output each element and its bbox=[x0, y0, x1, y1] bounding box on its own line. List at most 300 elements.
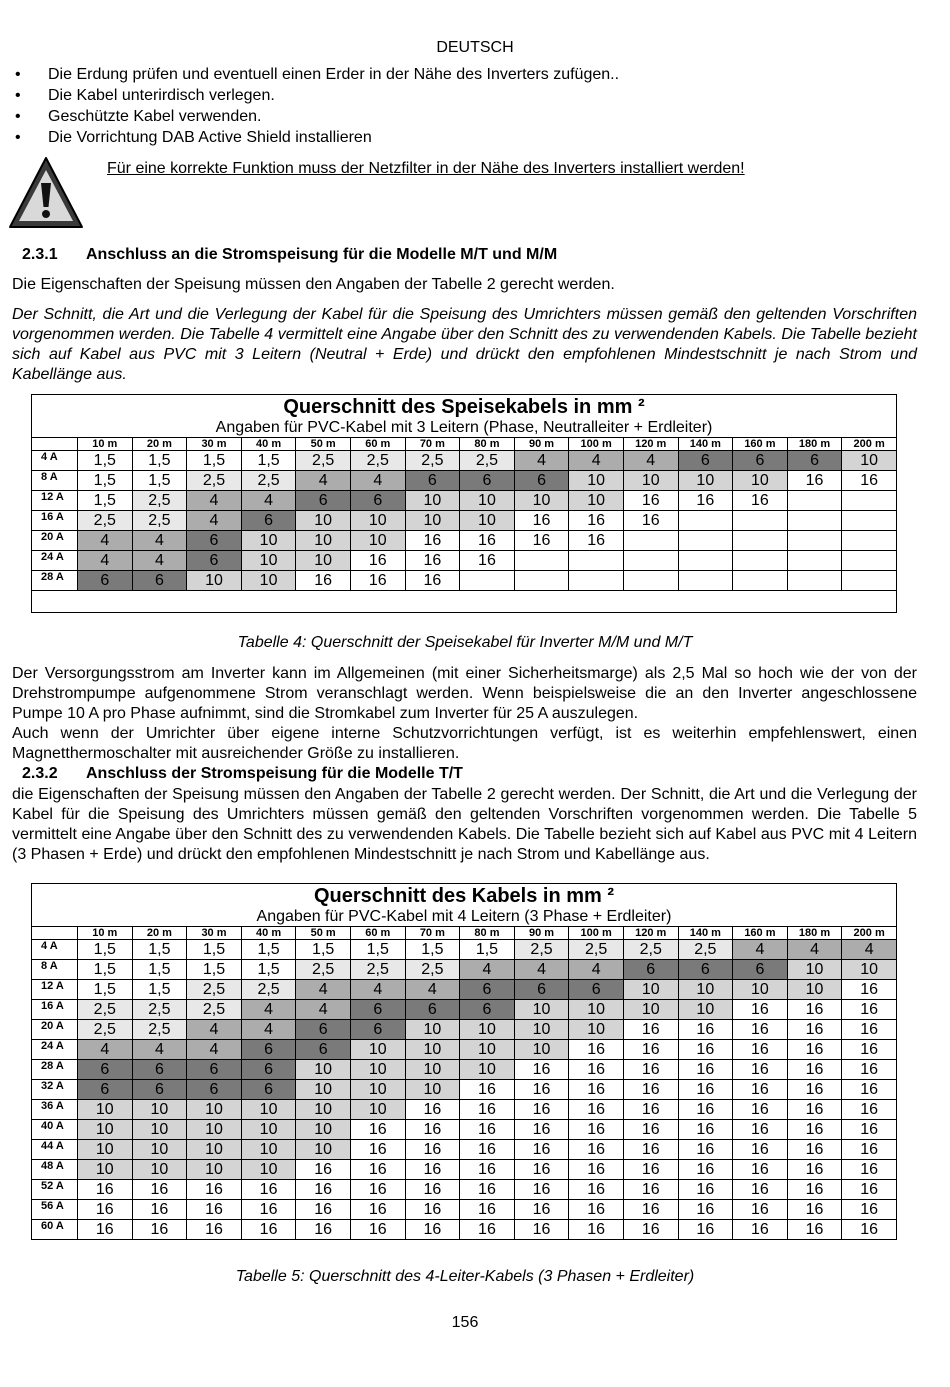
column-header: 10 m bbox=[78, 927, 133, 940]
table-cell: 4 bbox=[514, 451, 569, 471]
table-cell: 16 bbox=[733, 1060, 788, 1080]
table-cell: 6 bbox=[296, 491, 351, 511]
row-label: 8 A bbox=[32, 960, 78, 980]
table-cell: 4 bbox=[78, 531, 133, 551]
table-cell: 6 bbox=[241, 1060, 296, 1080]
table-cell: 16 bbox=[623, 1100, 678, 1120]
table-cell: 16 bbox=[569, 1160, 624, 1180]
table-cell: 2,5 bbox=[514, 940, 569, 960]
table-cell: 16 bbox=[787, 1080, 842, 1100]
table-cell: 10 bbox=[78, 1160, 133, 1180]
table-cell: 10 bbox=[78, 1120, 133, 1140]
table-cell: 6 bbox=[678, 451, 733, 471]
table-cell: 16 bbox=[733, 1100, 788, 1120]
table-row bbox=[32, 980, 897, 1000]
table-cell: 2,5 bbox=[241, 980, 296, 1000]
table-cell: 16 bbox=[514, 1080, 569, 1100]
table-cell: 4 bbox=[296, 980, 351, 1000]
table-cell: 16 bbox=[350, 1140, 405, 1160]
column-header: 100 m bbox=[569, 438, 624, 451]
table-row bbox=[32, 1020, 897, 1040]
table-cell: 10 bbox=[569, 1020, 624, 1040]
table-cell: 10 bbox=[460, 511, 515, 531]
column-header: 40 m bbox=[241, 927, 296, 940]
table-cell: 2,5 bbox=[460, 451, 515, 471]
table-cell: 16 bbox=[733, 1200, 788, 1220]
table-cell: 16 bbox=[569, 1040, 624, 1060]
row-label: 28 A bbox=[32, 1060, 78, 1080]
table-empty-row bbox=[32, 591, 897, 613]
column-header: 60 m bbox=[350, 438, 405, 451]
table-row bbox=[32, 571, 897, 591]
table-cell: 1,5 bbox=[187, 451, 242, 471]
table-cell: 16 bbox=[733, 1140, 788, 1160]
row-label: 48 A bbox=[32, 1160, 78, 1180]
table-cell: 1,5 bbox=[78, 451, 133, 471]
row-label: 52 A bbox=[32, 1180, 78, 1200]
table-cell: 16 bbox=[514, 1140, 569, 1160]
section-heading-2-3-1 bbox=[22, 246, 557, 264]
table-cell: 16 bbox=[733, 1000, 788, 1020]
table-cell bbox=[842, 571, 897, 591]
column-header: 120 m bbox=[623, 438, 678, 451]
row-label: 16 A bbox=[32, 1000, 78, 1020]
section-heading-2-3-2 bbox=[22, 765, 463, 783]
table-cell: 4 bbox=[78, 551, 133, 571]
table-cell bbox=[623, 571, 678, 591]
table-cell: 6 bbox=[296, 1040, 351, 1060]
column-header: 60 m bbox=[350, 927, 405, 940]
table-subtitle: Angaben für PVC-Kabel mit 3 Leitern (Phase, Neutralleiter + Erdleiter) bbox=[32, 419, 897, 438]
table-cell: 16 bbox=[842, 1080, 897, 1100]
table-cell: 16 bbox=[350, 551, 405, 571]
table-cell: 16 bbox=[842, 1040, 897, 1060]
table-cell: 10 bbox=[241, 1100, 296, 1120]
table-cell: 2,5 bbox=[350, 451, 405, 471]
table-cell bbox=[460, 571, 515, 591]
table-cell: 10 bbox=[350, 1060, 405, 1080]
warning-triangle-icon bbox=[8, 155, 84, 231]
table-cell: 16 bbox=[623, 491, 678, 511]
table-cell: 16 bbox=[569, 1180, 624, 1200]
table-cell: 6 bbox=[350, 1000, 405, 1020]
table-cell: 2,5 bbox=[132, 491, 187, 511]
table-cell: 16 bbox=[678, 1140, 733, 1160]
table-cell: 16 bbox=[460, 1140, 515, 1160]
table-cell: 16 bbox=[623, 1020, 678, 1040]
table-title: Querschnitt des Speisekabels in mm ² bbox=[32, 395, 897, 420]
table-cell bbox=[514, 571, 569, 591]
column-header: 100 m bbox=[569, 927, 624, 940]
table-cell: 4 bbox=[241, 491, 296, 511]
table-cell: 10 bbox=[678, 1000, 733, 1020]
column-header: 140 m bbox=[678, 438, 733, 451]
cable-table-4 bbox=[31, 394, 897, 613]
column-header: 30 m bbox=[187, 927, 242, 940]
table-row bbox=[32, 1200, 897, 1220]
table-cell: 16 bbox=[460, 1220, 515, 1240]
table-cell: 10 bbox=[405, 491, 460, 511]
table-cell: 4 bbox=[78, 1040, 133, 1060]
page-header: DEUTSCH bbox=[436, 39, 514, 56]
table-cell: 10 bbox=[132, 1140, 187, 1160]
table-cell: 16 bbox=[132, 1180, 187, 1200]
table-cell: 2,5 bbox=[569, 940, 624, 960]
table-cell: 10 bbox=[187, 571, 242, 591]
table-cell: 10 bbox=[296, 511, 351, 531]
table-cell: 1,5 bbox=[132, 960, 187, 980]
table-cell bbox=[733, 511, 788, 531]
table-cell: 16 bbox=[514, 1100, 569, 1120]
table-header-row bbox=[32, 438, 897, 451]
table-cell: 16 bbox=[569, 1060, 624, 1080]
table-cell: 10 bbox=[514, 1000, 569, 1020]
table-cell: 2,5 bbox=[296, 960, 351, 980]
table-cell: 10 bbox=[350, 1100, 405, 1120]
table-cell: 10 bbox=[241, 1160, 296, 1180]
table-cell: 4 bbox=[296, 1000, 351, 1020]
table-cell: 1,5 bbox=[241, 940, 296, 960]
table-cell: 6 bbox=[569, 980, 624, 1000]
table-cell bbox=[514, 551, 569, 571]
list-item: • Geschützte Kabel verwenden. bbox=[12, 106, 619, 127]
table-row bbox=[32, 451, 897, 471]
table-cell: 10 bbox=[623, 1000, 678, 1020]
table-row bbox=[32, 940, 897, 960]
table-cell: 16 bbox=[350, 571, 405, 591]
table-cell: 4 bbox=[842, 940, 897, 960]
table-cell: 16 bbox=[733, 1160, 788, 1180]
column-header: 140 m bbox=[678, 927, 733, 940]
table-cell: 16 bbox=[733, 491, 788, 511]
table-cell: 6 bbox=[460, 1000, 515, 1020]
table-cell: 2,5 bbox=[623, 940, 678, 960]
table-cell: 16 bbox=[569, 1120, 624, 1140]
table-cell: 16 bbox=[678, 1080, 733, 1100]
table-cell: 4 bbox=[569, 451, 624, 471]
table-cell: 6 bbox=[132, 1080, 187, 1100]
table-cell: 16 bbox=[405, 1120, 460, 1140]
table-cell bbox=[678, 511, 733, 531]
table-cell: 16 bbox=[78, 1200, 133, 1220]
table-row bbox=[32, 551, 897, 571]
table-cell: 10 bbox=[787, 980, 842, 1000]
row-label: 44 A bbox=[32, 1140, 78, 1160]
table-row bbox=[32, 1180, 897, 1200]
table-cell: 16 bbox=[787, 1180, 842, 1200]
table-cell bbox=[842, 551, 897, 571]
table-cell: 10 bbox=[296, 1080, 351, 1100]
table-cell: 1,5 bbox=[187, 940, 242, 960]
table-cell: 2,5 bbox=[132, 511, 187, 531]
table-cell: 4 bbox=[296, 471, 351, 491]
column-header: 120 m bbox=[623, 927, 678, 940]
table-cell: 6 bbox=[460, 980, 515, 1000]
column-header: 90 m bbox=[514, 927, 569, 940]
list-item: • Die Erdung prüfen und eventuell einen Erder in der Nähe des Inverters zufügen.. bbox=[12, 64, 619, 85]
table-cell: 10 bbox=[733, 980, 788, 1000]
table-cell bbox=[733, 571, 788, 591]
table-cell: 6 bbox=[514, 980, 569, 1000]
table-cell: 16 bbox=[405, 1100, 460, 1120]
header-corner bbox=[32, 927, 78, 940]
table-cell: 16 bbox=[623, 1140, 678, 1160]
row-label: 36 A bbox=[32, 1100, 78, 1120]
table-cell bbox=[787, 531, 842, 551]
table-cell bbox=[733, 531, 788, 551]
table-cell: 16 bbox=[569, 511, 624, 531]
table-cell: 6 bbox=[460, 471, 515, 491]
column-header: 180 m bbox=[787, 927, 842, 940]
table-cell: 1,5 bbox=[132, 451, 187, 471]
row-label: 8 A bbox=[32, 471, 78, 491]
table-row bbox=[32, 960, 897, 980]
row-label: 12 A bbox=[32, 980, 78, 1000]
table-cell: 16 bbox=[787, 471, 842, 491]
warning-text: Für eine korrekte Funktion muss der Netzfilter in der Nähe des Inverters installiert werden! bbox=[107, 160, 745, 177]
table-cell: 16 bbox=[460, 1080, 515, 1100]
column-header: 50 m bbox=[296, 927, 351, 940]
table-cell: 16 bbox=[842, 1000, 897, 1020]
table-cell: 1,5 bbox=[241, 451, 296, 471]
table-cell bbox=[569, 571, 624, 591]
column-header: 80 m bbox=[460, 438, 515, 451]
table-cell: 2,5 bbox=[187, 471, 242, 491]
table-cell: 16 bbox=[678, 1060, 733, 1080]
table-cell: 6 bbox=[132, 571, 187, 591]
table-cell: 16 bbox=[678, 1200, 733, 1220]
table-cell: 6 bbox=[350, 1020, 405, 1040]
table-cell: 10 bbox=[296, 1060, 351, 1080]
column-header: 20 m bbox=[132, 438, 187, 451]
table-cell: 10 bbox=[460, 491, 515, 511]
table-cell: 1,5 bbox=[132, 980, 187, 1000]
table-cell: 10 bbox=[241, 551, 296, 571]
table-cell: 6 bbox=[623, 960, 678, 980]
table-cell bbox=[678, 571, 733, 591]
table-cell: 16 bbox=[623, 1200, 678, 1220]
table-row bbox=[32, 471, 897, 491]
table-cell: 10 bbox=[350, 1040, 405, 1060]
table-cell: 16 bbox=[514, 1120, 569, 1140]
list-item: • Die Vorrichtung DAB Active Shield installieren bbox=[12, 127, 619, 148]
table-cell: 1,5 bbox=[350, 940, 405, 960]
table-cell: 2,5 bbox=[350, 960, 405, 980]
table-row bbox=[32, 1220, 897, 1240]
paragraph: Der Versorgungsstrom am Inverter kann im Allgemeinen (mit einer Sicherheitsmarge) als 2,5 Mal so hoch wie der von der Drehstrompumpe aufgenommene Strom veranschlagt werden. Wenn beispielsweise die an den Inverter angeschlossene Pumpe 10 A pro Phase aufnimmt, sind die Stromkabel zum Inverter für 25 A auszulegen. bbox=[12, 665, 917, 722]
table-cell: 16 bbox=[241, 1180, 296, 1200]
table-cell: 1,5 bbox=[78, 980, 133, 1000]
table-header-row bbox=[32, 927, 897, 940]
table-cell: 16 bbox=[569, 1100, 624, 1120]
table-cell: 16 bbox=[733, 1180, 788, 1200]
table-cell: 16 bbox=[460, 1100, 515, 1120]
table-cell: 16 bbox=[514, 1200, 569, 1220]
table-cell: 4 bbox=[514, 960, 569, 980]
table-cell: 16 bbox=[405, 1180, 460, 1200]
table-cell: 16 bbox=[405, 1140, 460, 1160]
table-cell: 10 bbox=[187, 1100, 242, 1120]
table-cell: 16 bbox=[514, 1060, 569, 1080]
column-header: 90 m bbox=[514, 438, 569, 451]
table-cell: 16 bbox=[460, 531, 515, 551]
table-cell: 10 bbox=[296, 1100, 351, 1120]
table-cell: 1,5 bbox=[78, 960, 133, 980]
table-cell: 16 bbox=[296, 571, 351, 591]
table-cell: 16 bbox=[350, 1200, 405, 1220]
table-cell: 16 bbox=[787, 1000, 842, 1020]
row-label: 28 A bbox=[32, 571, 78, 591]
table-cell: 16 bbox=[460, 551, 515, 571]
table-cell: 16 bbox=[569, 1080, 624, 1100]
table-cell: 16 bbox=[350, 1180, 405, 1200]
table-row bbox=[32, 1000, 897, 1020]
table-cell: 4 bbox=[350, 980, 405, 1000]
row-label: 56 A bbox=[32, 1200, 78, 1220]
table-cell: 4 bbox=[241, 1020, 296, 1040]
table-cell: 16 bbox=[569, 1200, 624, 1220]
table-cell: 16 bbox=[787, 1040, 842, 1060]
table-cell bbox=[842, 531, 897, 551]
table-cell: 16 bbox=[350, 1160, 405, 1180]
table-cell: 10 bbox=[405, 1080, 460, 1100]
table-cell: 10 bbox=[842, 960, 897, 980]
row-label: 20 A bbox=[32, 531, 78, 551]
table-cell: 10 bbox=[296, 1120, 351, 1140]
table-cell: 6 bbox=[187, 531, 242, 551]
table-cell: 4 bbox=[241, 1000, 296, 1020]
table-cell: 16 bbox=[569, 1140, 624, 1160]
table-cell: 6 bbox=[187, 551, 242, 571]
table-cell bbox=[842, 511, 897, 531]
table-cell: 16 bbox=[623, 1060, 678, 1080]
table-cell: 4 bbox=[187, 1020, 242, 1040]
table-cell: 4 bbox=[132, 531, 187, 551]
table-cell: 10 bbox=[514, 1020, 569, 1040]
table-cell: 10 bbox=[569, 491, 624, 511]
row-label: 4 A bbox=[32, 451, 78, 471]
table-cell bbox=[787, 551, 842, 571]
table-cell: 6 bbox=[187, 1080, 242, 1100]
table-cell: 4 bbox=[623, 451, 678, 471]
paragraph: Die Eigenschaften der Speisung müssen den Angaben der Tabelle 2 gerecht werden. bbox=[12, 276, 615, 293]
table-cell: 16 bbox=[678, 1040, 733, 1060]
table-cell: 10 bbox=[787, 960, 842, 980]
table-cell: 16 bbox=[405, 531, 460, 551]
table-cell: 4 bbox=[187, 491, 242, 511]
table-cell: 6 bbox=[733, 960, 788, 980]
table-row bbox=[32, 1100, 897, 1120]
table-cell: 6 bbox=[296, 1020, 351, 1040]
table-cell: 16 bbox=[514, 531, 569, 551]
column-header: 70 m bbox=[405, 438, 460, 451]
row-label: 24 A bbox=[32, 551, 78, 571]
table-cell: 4 bbox=[187, 1040, 242, 1060]
table-cell bbox=[678, 531, 733, 551]
table-cell: 16 bbox=[842, 1200, 897, 1220]
table-cell: 16 bbox=[405, 551, 460, 571]
table-cell: 16 bbox=[514, 511, 569, 531]
table-cell: 16 bbox=[405, 1160, 460, 1180]
table-cell: 16 bbox=[842, 1220, 897, 1240]
section-number: 2.3.2 bbox=[22, 765, 58, 782]
table-cell: 16 bbox=[842, 1020, 897, 1040]
table-cell: 10 bbox=[460, 1060, 515, 1080]
empty-cell bbox=[32, 591, 897, 613]
table-cell: 16 bbox=[623, 1160, 678, 1180]
column-header: 30 m bbox=[187, 438, 242, 451]
column-header: 20 m bbox=[132, 927, 187, 940]
section-number: 2.3.1 bbox=[22, 246, 58, 263]
table-cell: 16 bbox=[787, 1060, 842, 1080]
list-item: • Die Kabel unterirdisch verlegen. bbox=[12, 85, 619, 106]
paragraph-italic: Der Schnitt, die Art und die Verlegung der Kabel für die Speisung des Umrichters müssen gemäß den geltenden Vorschriften vorgenommen werden. Die Tabelle 4 vermittelt eine Angabe über den Schnitt des zu verwendenden Kabels. Die Tabelle bezieht sich auf Kabel aus PVC mit 3 Leitern (Neutral + Erde) und drückt den empfohlenen Mindestschnitt je nach Strom und Kabellänge aus. bbox=[12, 306, 917, 383]
table-cell bbox=[623, 531, 678, 551]
column-header: 50 m bbox=[296, 438, 351, 451]
table-cell: 16 bbox=[678, 1220, 733, 1240]
table-cell: 16 bbox=[623, 1220, 678, 1240]
table-cell: 10 bbox=[623, 980, 678, 1000]
table-cell: 16 bbox=[187, 1180, 242, 1200]
column-header: 80 m bbox=[460, 927, 515, 940]
table-caption: Tabelle 5: Querschnitt des 4-Leiter-Kabels (3 Phasen + Erdleiter) bbox=[235, 1268, 695, 1285]
table-cell: 16 bbox=[842, 1120, 897, 1140]
table-cell: 16 bbox=[187, 1200, 242, 1220]
table-cell: 1,5 bbox=[241, 960, 296, 980]
row-label: 16 A bbox=[32, 511, 78, 531]
table-cell: 16 bbox=[514, 1180, 569, 1200]
table-cell: 10 bbox=[241, 1140, 296, 1160]
table-cell: 10 bbox=[460, 1040, 515, 1060]
table-cell: 10 bbox=[241, 531, 296, 551]
table-cell: 16 bbox=[678, 491, 733, 511]
table-cell: 16 bbox=[350, 1120, 405, 1140]
table-cell: 10 bbox=[460, 1020, 515, 1040]
table-cell: 4 bbox=[569, 960, 624, 980]
paragraph: Auch wenn der Umrichter über eigene interne Schutzvorrichtungen verfügt, ist es weiterhin empfehlenswert, einen Magnetthermoschalter mit ausreichender Größe zu installieren. bbox=[12, 725, 917, 762]
column-header: 160 m bbox=[733, 927, 788, 940]
table-cell: 16 bbox=[514, 1160, 569, 1180]
table-cell: 1,5 bbox=[78, 491, 133, 511]
table-cell: 1,5 bbox=[405, 940, 460, 960]
table-cell: 16 bbox=[787, 1160, 842, 1180]
table-cell: 10 bbox=[241, 1120, 296, 1140]
table-cell: 4 bbox=[187, 511, 242, 531]
table-cell: 2,5 bbox=[78, 511, 133, 531]
section-title: Anschluss der Stromspeisung für die Modelle T/T bbox=[86, 765, 463, 782]
column-header: 40 m bbox=[241, 438, 296, 451]
row-label: 60 A bbox=[32, 1220, 78, 1240]
table-cell: 16 bbox=[296, 1220, 351, 1240]
table-cell: 16 bbox=[787, 1140, 842, 1160]
table-cell: 2,5 bbox=[78, 1020, 133, 1040]
table-cell: 2,5 bbox=[78, 1000, 133, 1020]
table-row bbox=[32, 491, 897, 511]
table-cell: 16 bbox=[842, 1180, 897, 1200]
table-cell: 2,5 bbox=[187, 1000, 242, 1020]
table-cell: 10 bbox=[132, 1100, 187, 1120]
table-cell: 16 bbox=[678, 1120, 733, 1140]
table-cell: 10 bbox=[405, 511, 460, 531]
table-cell: 16 bbox=[569, 1220, 624, 1240]
table-cell: 1,5 bbox=[132, 471, 187, 491]
table-cell: 10 bbox=[296, 1140, 351, 1160]
table-cell: 10 bbox=[187, 1140, 242, 1160]
column-header: 160 m bbox=[733, 438, 788, 451]
table-cell: 6 bbox=[241, 1080, 296, 1100]
table-cell: 10 bbox=[350, 511, 405, 531]
table-cell: 6 bbox=[78, 571, 133, 591]
